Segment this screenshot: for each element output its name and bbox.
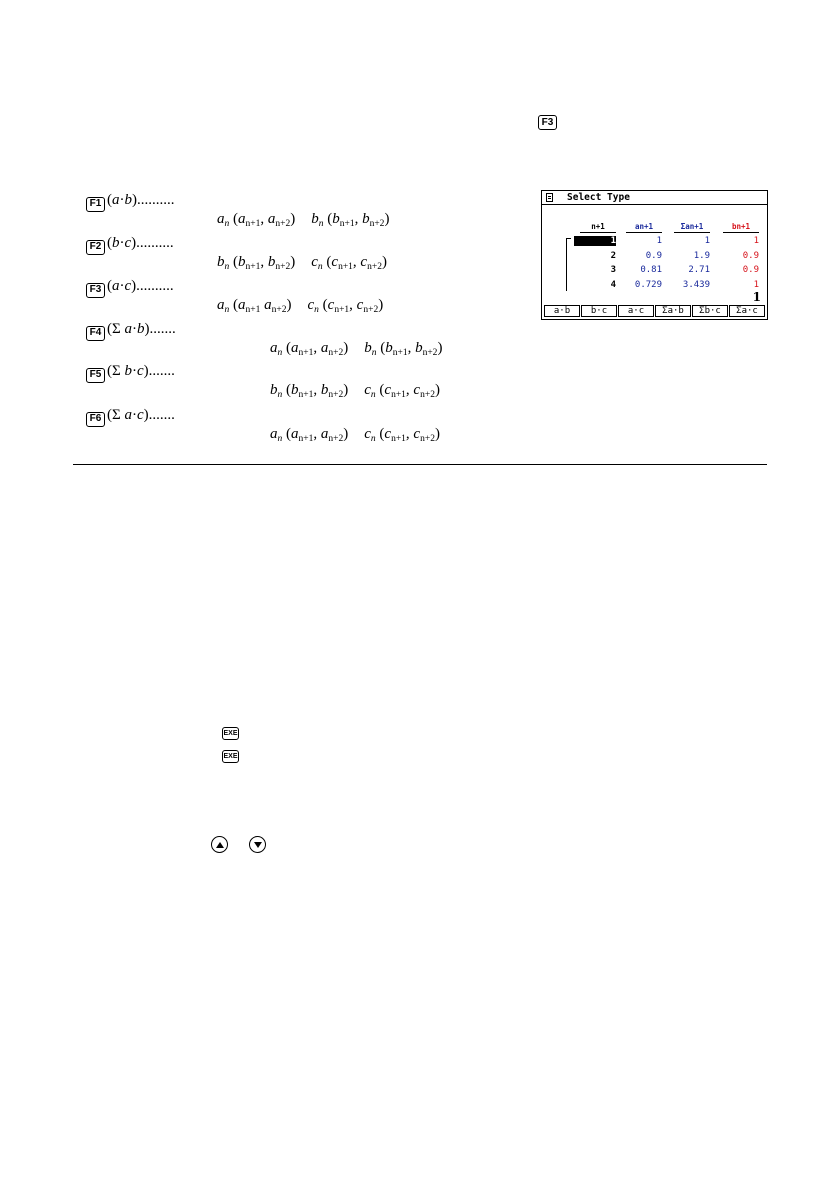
item-label-open: ( — [107, 278, 112, 294]
f3-key-icon: F3 — [538, 115, 557, 130]
seq-term: a — [238, 211, 246, 227]
item-label-a: a — [124, 321, 132, 337]
item-label-b: b — [136, 321, 145, 337]
paren: ( — [286, 382, 291, 398]
item-label-open: ( — [107, 235, 112, 251]
seq-term: c — [364, 382, 371, 398]
seq-term: c — [311, 254, 318, 270]
seq-term: c — [413, 382, 421, 398]
paren: ( — [233, 211, 238, 227]
paren: ) — [434, 382, 440, 398]
fkey-icon: F5 — [86, 368, 105, 383]
seq-sub: n+1 — [245, 262, 261, 272]
seq-sub: n+1 — [339, 219, 355, 229]
comma: , — [405, 382, 414, 398]
seq-sub: n+1 — [298, 390, 314, 400]
edit-line-value: 1 — [752, 290, 761, 304]
seq-sub: n — [224, 262, 230, 272]
screen-title: Select Type — [567, 192, 630, 203]
seq-term: c — [360, 254, 368, 270]
screen-fkey-2: b·c — [581, 305, 617, 317]
seq-term: a — [270, 426, 278, 442]
seq-term: c — [384, 426, 392, 442]
seq-term: b — [270, 382, 278, 398]
sequence-pair — [270, 382, 440, 400]
paren: ( — [379, 382, 385, 398]
comma: , — [313, 340, 321, 356]
item-label-op: · — [131, 363, 137, 379]
table-cell: 2 — [610, 250, 616, 261]
paren: ) — [381, 254, 387, 270]
paren: ) — [434, 426, 440, 442]
book-icon — [546, 193, 553, 202]
seq-sub: n+2 — [271, 305, 287, 315]
comma: , — [407, 340, 416, 356]
item-label-b: c — [124, 235, 132, 251]
item-label-close: ) — [131, 235, 137, 251]
divider — [73, 464, 767, 465]
seq-term: b — [311, 211, 319, 227]
seq-term: b — [267, 254, 276, 270]
paren: ( — [233, 254, 238, 270]
item-label-b: b — [124, 192, 132, 208]
comma: , — [354, 211, 363, 227]
seq-sub: n+2 — [420, 434, 435, 444]
comma: , — [405, 426, 414, 442]
seq-sub: n+1 — [298, 434, 314, 444]
item-label-op: · — [119, 192, 125, 208]
fkey-icon: F3 — [86, 283, 105, 298]
item-label-op: · — [119, 278, 125, 294]
table-cell: 1 — [574, 236, 616, 246]
sequence-pair — [270, 426, 440, 444]
seq-sub: n — [224, 305, 230, 315]
item-label-op: · — [131, 407, 137, 423]
seq-term: b — [415, 340, 423, 356]
seq-sub: n — [371, 348, 377, 358]
screen-fkey-4: Σa·b — [655, 305, 691, 317]
paren: ) — [343, 340, 349, 356]
seq-term: c — [384, 382, 392, 398]
item-label-open: (Σ — [107, 407, 125, 423]
paren: ( — [286, 340, 291, 356]
comma: , — [313, 426, 321, 442]
seq-sub: n+1 — [245, 305, 261, 315]
sequence-pair — [270, 340, 442, 358]
function-key-item — [86, 235, 174, 255]
seq-sub: n+2 — [328, 390, 344, 400]
seq-term: a — [291, 426, 299, 442]
comma: , — [260, 211, 268, 227]
item-dots: .......... — [136, 278, 174, 294]
seq-term: a — [320, 426, 329, 442]
seq-sub: n — [224, 219, 230, 229]
seq-sub: n+1 — [334, 305, 350, 315]
item-label-a: b — [112, 235, 120, 251]
sequence-pair — [217, 297, 383, 315]
item-label-a: b — [124, 363, 132, 379]
screen-fkey-1: a·b — [544, 305, 580, 317]
seq-term: b — [385, 340, 393, 356]
header-underline — [723, 232, 759, 233]
table-cell: 0.9 — [742, 250, 759, 261]
paren: ) — [378, 297, 384, 313]
item-label-open: ( — [107, 192, 112, 208]
calculator-screen — [541, 190, 768, 320]
item-label-open: (Σ — [107, 363, 125, 379]
header-underline — [674, 232, 710, 233]
fkey-icon: F2 — [86, 240, 105, 255]
seq-sub: n+2 — [363, 305, 379, 315]
function-key-item — [86, 363, 175, 383]
seq-term: b — [332, 211, 340, 227]
paren: ) — [343, 382, 349, 398]
seq-sub: n — [277, 348, 283, 358]
seq-term: b — [217, 254, 225, 270]
seq-term: c — [331, 254, 339, 270]
table-cell: 1 — [753, 279, 759, 290]
table-cell: 0.9 — [645, 250, 662, 261]
seq-term: a — [264, 297, 272, 313]
item-label-op: · — [119, 235, 125, 251]
header-underline — [580, 232, 616, 233]
down-arrow-key-icon — [249, 836, 266, 853]
paren: ( — [286, 426, 291, 442]
item-label-close: ) — [144, 321, 150, 337]
item-dots: ....... — [149, 321, 176, 337]
seq-term: c — [364, 426, 371, 442]
paren: ) — [286, 297, 292, 313]
seq-sub: n — [277, 390, 283, 400]
seq-term: b — [362, 211, 370, 227]
paren: ) — [384, 211, 390, 227]
screen-title-bar — [542, 191, 767, 205]
paren: ( — [327, 211, 333, 227]
comma: , — [313, 382, 321, 398]
item-label-open: (Σ — [107, 321, 125, 337]
seq-sub: n — [370, 434, 376, 444]
table-cell: 1.9 — [693, 250, 710, 261]
paren: ( — [322, 297, 328, 313]
function-key-item — [86, 278, 174, 298]
fkey-icon: F6 — [86, 412, 105, 427]
column-header: bn+1 — [731, 222, 751, 231]
paren: ( — [326, 254, 332, 270]
seq-term: a — [217, 211, 225, 227]
column-header: n+1 — [591, 222, 605, 231]
item-dots: ....... — [148, 407, 175, 423]
seq-term: b — [320, 382, 329, 398]
table-cell: 3 — [610, 265, 616, 275]
seq-sub: n — [370, 390, 376, 400]
seq-sub: n+2 — [328, 434, 344, 444]
seq-sub: n+2 — [422, 348, 438, 358]
seq-sub: n+1 — [392, 348, 408, 358]
paren: ( — [380, 340, 386, 356]
table-cell: 1 — [704, 236, 710, 246]
seq-term: b — [238, 254, 246, 270]
seq-term: c — [327, 297, 335, 313]
header-underline — [626, 232, 662, 233]
item-dots: .......... — [137, 192, 175, 208]
seq-term: c — [356, 297, 364, 313]
item-label-close: ) — [132, 192, 137, 208]
sequence-pair — [217, 254, 387, 272]
seq-term: a — [267, 211, 276, 227]
item-label-op: · — [131, 321, 137, 337]
function-key-item — [86, 321, 176, 341]
seq-sub: n — [277, 434, 283, 444]
seq-sub: n+2 — [369, 219, 385, 229]
screen-function-bar — [544, 305, 765, 317]
fkey-icon: F4 — [86, 326, 105, 341]
seq-term: a — [270, 340, 278, 356]
seq-sub: n+2 — [275, 219, 291, 229]
seq-term: a — [217, 297, 225, 313]
paren: ( — [233, 297, 238, 313]
table-cell: 0.81 — [640, 265, 662, 275]
seq-sub: n+1 — [245, 219, 261, 229]
paren: ) — [290, 254, 296, 270]
seq-sub: n+2 — [275, 262, 291, 272]
seq-term: c — [413, 426, 421, 442]
seq-term: b — [291, 382, 299, 398]
function-key-item — [86, 192, 175, 212]
item-label-close: ) — [143, 363, 149, 379]
comma: , — [260, 254, 268, 270]
screen-fkey-3: a·c — [618, 305, 654, 317]
paren: ) — [437, 340, 443, 356]
seq-sub: n+1 — [298, 348, 314, 358]
table-cell: 0.729 — [634, 279, 662, 290]
seq-sub: n+2 — [367, 262, 382, 272]
table-cell: 4 — [610, 279, 616, 290]
paren: ) — [290, 211, 296, 227]
screen-fkey-5: Σb·c — [692, 305, 728, 317]
paren: ) — [343, 426, 349, 442]
table-cell: 0.9 — [742, 265, 759, 275]
item-label-b: c — [124, 278, 132, 294]
seq-sub: n — [317, 262, 323, 272]
seq-sub: n+1 — [391, 390, 406, 400]
exe-key-icon: EXE — [222, 750, 239, 763]
seq-term: a — [291, 340, 299, 356]
sequence-pair — [217, 211, 389, 229]
item-label-close: ) — [143, 407, 149, 423]
item-label-b: c — [136, 407, 144, 423]
fkey-icon: F1 — [86, 197, 105, 212]
item-label-a: a — [112, 278, 120, 294]
item-label-a: a — [124, 407, 132, 423]
seq-sub: n+1 — [338, 262, 353, 272]
item-label-b: c — [136, 363, 144, 379]
table-cell: 1 — [753, 236, 759, 246]
seq-term: a — [320, 340, 329, 356]
seq-sub: n+2 — [420, 390, 435, 400]
seq-term: c — [307, 297, 315, 313]
function-key-item — [86, 407, 175, 427]
table-cell: 3.439 — [682, 279, 710, 290]
exe-key-icon: EXE — [222, 727, 239, 740]
seq-sub: n+1 — [391, 434, 406, 444]
item-dots: .......... — [136, 235, 174, 251]
paren: ( — [379, 426, 385, 442]
table-cell: 2.71 — [688, 265, 710, 275]
column-header: Σan+1 — [680, 222, 704, 231]
comma: , — [349, 297, 357, 313]
up-arrow-key-icon — [211, 836, 228, 853]
item-dots: ....... — [148, 363, 175, 379]
seq-sub: n — [318, 219, 324, 229]
screen-fkey-6: Σa·c — [729, 305, 765, 317]
seq-term: b — [364, 340, 372, 356]
comma: , — [352, 254, 361, 270]
item-label-close: ) — [131, 278, 137, 294]
item-label-a: a — [112, 192, 120, 208]
seq-term: a — [238, 297, 246, 313]
table-bracket — [566, 238, 571, 291]
column-header: an+1 — [634, 222, 654, 231]
table-cell: 1 — [656, 236, 662, 246]
seq-sub: n — [314, 305, 319, 315]
seq-sub: n+2 — [328, 348, 344, 358]
